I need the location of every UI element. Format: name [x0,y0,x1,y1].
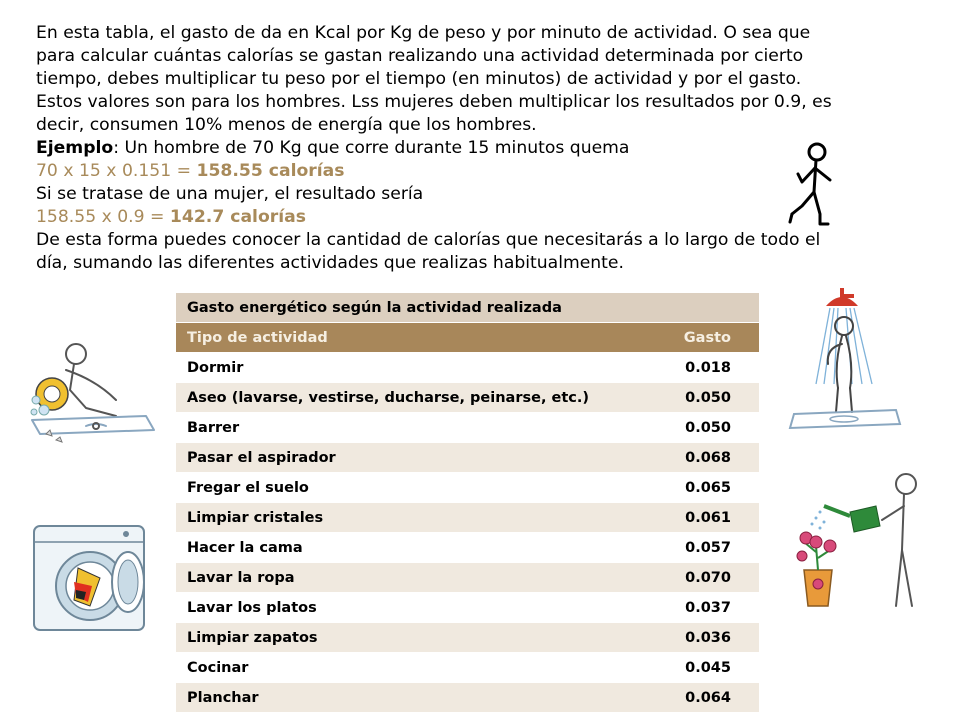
washing-dishes-icon [26,330,166,450]
table-row [176,593,759,623]
example-label: Ejemplo [36,138,114,158]
calc1-result: 158.55 [196,161,263,181]
example-text: : Un hombre de 70 Kg que corre durante 15 minutos quema [113,138,630,158]
activity-cell: Cocinar [176,653,653,683]
intro-line-1: En esta tabla, el gasto de da en Kcal por Kg de peso y por minuto de actividad. O sea que [36,23,811,43]
table-row [176,383,759,413]
table-row [176,623,759,653]
activity-cell: Pasar el aspirador [176,443,653,473]
value-cell: 0.065 [653,473,759,503]
activity-cell: Limpiar cristales [176,503,653,533]
calc1-formula: 70 x 15 x 0.151 = [36,161,197,181]
table-row [176,533,759,563]
col-header-activity: Tipo de actividad [176,323,653,353]
activity-cell: Limpiar zapatos [176,623,653,653]
value-cell: 0.068 [653,443,759,473]
value-cell: 0.064 [653,683,759,713]
intro-line-3: tiempo, debes multiplicar tu peso por el tiempo (en minutos) de actividad y por el gasto. [36,69,802,89]
table-row [176,353,759,383]
intro-line-5: decir, consumen 10% menos de energía que los hombres. [36,115,537,135]
value-cell: 0.057 [653,533,759,563]
table-row [176,443,759,473]
activity-cell: Hacer la cama [176,533,653,563]
calc2-result: 142.7 [169,207,225,227]
table-row [176,563,759,593]
woman-line: Si se tratase de una mujer, el resultado sería [36,184,424,204]
activity-cell: Planchar [176,683,653,713]
table-title-row [176,293,759,323]
shower-figure-icon [786,284,906,444]
value-cell: 0.018 [653,353,759,383]
activity-cell: Aseo (lavarse, vestirse, ducharse, peinarse, etc.) [176,383,653,413]
intro-line-11: día, sumando las diferentes actividades que realizas habitualmente. [36,253,624,273]
watering-plant-icon [784,466,934,616]
activity-cell: Barrer [176,413,653,443]
table-row [176,683,759,713]
value-cell: 0.037 [653,593,759,623]
calc2-formula: 158.55 x 0.9 = [36,207,170,227]
intro-line-4: Estos valores son para los hombres. Lss mujeres deben multiplicar los resultados por 0.9, es [36,92,832,112]
energy-table [176,293,759,713]
value-cell: 0.050 [653,383,759,413]
washing-machine-icon [30,520,160,635]
intro-line-2: para calcular cuántas calorías se gastan realizando una actividad determinada por cierto [36,46,804,66]
table-row [176,473,759,503]
intro-line-10: De esta forma puedes conocer la cantidad de calorías que necesitarás a lo largo de todo el [36,230,821,250]
value-cell: 0.045 [653,653,759,683]
activity-cell: Dormir [176,353,653,383]
table-row [176,413,759,443]
running-figure-icon [780,134,840,234]
value-cell: 0.070 [653,563,759,593]
activity-cell: Lavar los platos [176,593,653,623]
calc1-unit: calorías [262,161,345,181]
activity-cell: Lavar la ropa [176,563,653,593]
value-cell: 0.050 [653,413,759,443]
table-row [176,653,759,683]
table-row [176,503,759,533]
calc2-unit: calorías [224,207,306,227]
value-cell: 0.036 [653,623,759,653]
table-title: Gasto energético según la actividad realizada [176,293,759,323]
table-header-row [176,323,759,353]
value-cell: 0.061 [653,503,759,533]
activity-cell: Fregar el suelo [176,473,653,503]
col-header-value: Gasto [653,323,759,353]
